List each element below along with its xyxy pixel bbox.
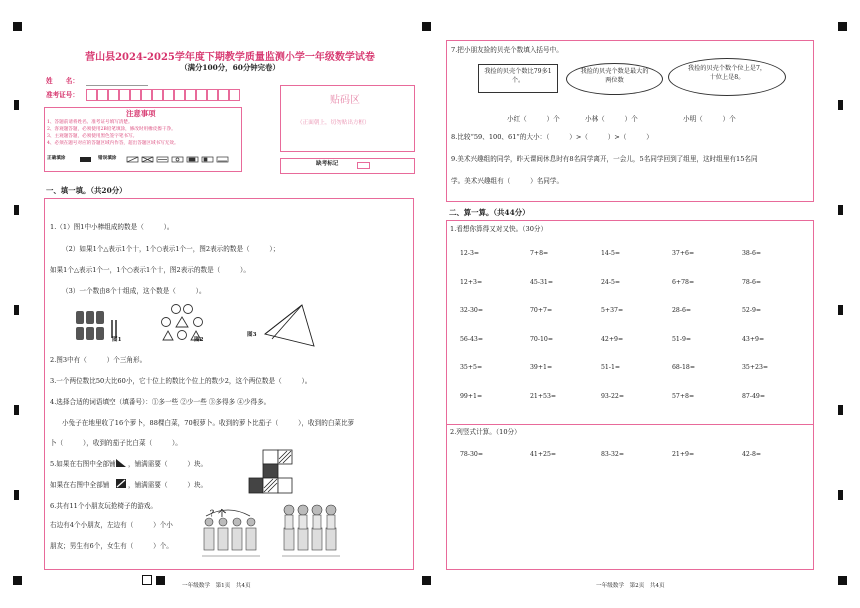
calc-item: 51-1= bbox=[601, 364, 621, 371]
id-label: 准考证号： bbox=[46, 91, 79, 99]
timing-mark bbox=[838, 100, 843, 110]
calc-item: 57+8= bbox=[672, 392, 695, 400]
q6-text: 6.共有11个小朋友玩抢椅子的游戏。 bbox=[50, 502, 157, 510]
calc-item: 12+3= bbox=[460, 278, 483, 286]
q1-part1: 1.（1）图1中小棒组成的数是（ ）。 bbox=[50, 223, 174, 231]
chair-game-illustration bbox=[198, 500, 348, 562]
footer-left: 一年级数学 第1页 共4页 bbox=[182, 583, 251, 589]
calc-item: 93-22= bbox=[601, 392, 625, 400]
calc-part1-title: 1.看想你算得又对又快。（30分） bbox=[450, 225, 548, 233]
calc-item: 70+7= bbox=[530, 307, 553, 314]
calc-item: 7+8= bbox=[530, 250, 549, 257]
calc-item: 52-9= bbox=[742, 307, 762, 314]
figure2-label: 图2 bbox=[194, 337, 204, 343]
bubble-xiaohong: 我捡的贝壳个数比79多1个。 bbox=[478, 64, 558, 93]
calc-item: 99+1= bbox=[460, 392, 483, 400]
notice-item: 2、客观题答题，必须使用2B铅笔填涂，修改时用橡皮擦干净。 bbox=[47, 127, 176, 132]
calc-item: 14-5= bbox=[601, 250, 621, 257]
q6-unknown-mark: ？个 bbox=[210, 508, 226, 518]
calc-item: 21+53= bbox=[530, 392, 557, 400]
section1-header: 一、填一填。（共20分） bbox=[46, 186, 127, 195]
figure3-triangles bbox=[262, 302, 318, 348]
bubble-xiaoming: 我捡的贝壳个数个位上是7，十位上是8。 bbox=[668, 58, 786, 96]
calc-item: 28-6= bbox=[672, 307, 692, 314]
registration-mark bbox=[13, 576, 22, 585]
vertical-calc-item: 78-30= bbox=[460, 451, 484, 458]
calc-item: 56-43= bbox=[460, 335, 484, 343]
sticker-hint: （正面朝上，切勿贴出方框） bbox=[297, 120, 370, 126]
bubble-xiaolin: 我捡的贝壳个数是最大的两位数 bbox=[566, 63, 663, 95]
timing-mark bbox=[14, 100, 19, 110]
wrong-fill-label: 错误填涂 bbox=[98, 156, 117, 161]
registration-mark bbox=[156, 576, 165, 585]
absent-box bbox=[280, 158, 415, 174]
registration-mark bbox=[422, 22, 431, 31]
calc-item: 42+9= bbox=[601, 335, 624, 343]
timing-mark bbox=[14, 305, 19, 315]
correct-fill-sample bbox=[80, 157, 91, 162]
q8-text: 8.比较“59、100、61”的大小：（ ）>（ ）>（ ） bbox=[451, 133, 653, 141]
timing-mark bbox=[838, 405, 843, 415]
registration-mark bbox=[838, 576, 847, 585]
exam-subtitle: （满分100分，60分钟完卷） bbox=[180, 63, 280, 72]
calc-item: 35+23= bbox=[742, 364, 769, 371]
answer-xiaoming: 小明（ ）个 bbox=[683, 115, 736, 123]
q5-part2: 如果在右图中全部铺 bbox=[50, 481, 110, 489]
section2-header: 二、算一算。（共44分） bbox=[449, 208, 530, 217]
correct-fill-label: 正确填涂 bbox=[47, 156, 66, 161]
tiling-figure bbox=[247, 448, 295, 496]
calc-item: 68-18= bbox=[672, 364, 696, 371]
calc-item: 6+78= bbox=[672, 278, 695, 286]
q1-part2-alt: 如果1个△表示1个一，1个○表示1个十，图2表示的数是（ ）。 bbox=[50, 266, 250, 274]
tile-square-icon bbox=[115, 478, 127, 489]
q4-text: 4.选择合适的词语填空（填番号）：①多一些 ②少一些 ③多得多 ④少得多。 bbox=[50, 398, 271, 406]
calc-item: 51-9= bbox=[672, 335, 692, 343]
calc-part2-title: 2.列竖式计算。（10分） bbox=[450, 428, 521, 436]
exam-title: 营山县2024-2025学年度下期教学质量监测小学一年级数学试卷 bbox=[85, 52, 375, 63]
calc-item: 70-10= bbox=[530, 335, 554, 343]
q7-text: 7.把小朋友捡的贝壳个数填入括号中。 bbox=[451, 46, 563, 54]
figure2-shapes bbox=[158, 302, 210, 342]
timing-mark bbox=[838, 490, 843, 500]
calc-item: 5+37= bbox=[601, 307, 624, 314]
q1-part3: （3）一个数由8个十组成，这个数是（ ）。 bbox=[62, 287, 206, 295]
footer-right: 一年级数学 第2页 共4页 bbox=[596, 583, 665, 589]
calc-item: 37+6= bbox=[672, 250, 695, 257]
q4-story-cont: 卜（ ），收到的茄子比白菜（ ）。 bbox=[50, 439, 182, 447]
calc-item: 24-5= bbox=[601, 278, 621, 286]
registration-mark bbox=[13, 22, 22, 31]
registration-mark bbox=[142, 575, 152, 585]
section2-divider bbox=[446, 424, 813, 425]
vertical-calc-item: 21+9= bbox=[672, 451, 695, 458]
q2-text: 2.图3中有（ ）个三角形。 bbox=[50, 356, 147, 364]
q5-part1: 5.如果在右图中全部铺 bbox=[50, 460, 116, 468]
timing-mark bbox=[14, 405, 19, 415]
calc-item: 43+9= bbox=[742, 335, 765, 343]
absent-label: 缺考标记 bbox=[316, 161, 339, 167]
absent-checkbox[interactable] bbox=[357, 162, 370, 169]
timing-mark bbox=[838, 305, 843, 315]
calc-item: 45-31= bbox=[530, 278, 554, 286]
timing-mark bbox=[14, 205, 19, 215]
vertical-calc-item: 42-8= bbox=[742, 451, 762, 458]
q1-part2: （2）如果1个△表示1个十，1个○表示1个一，图2表示的数是（ ）； bbox=[62, 245, 280, 253]
figure1-label: 图1 bbox=[112, 337, 122, 343]
timing-mark bbox=[14, 490, 19, 500]
figure3-label: 图3 bbox=[247, 332, 257, 338]
answer-xiaolin: 小林（ ）个 bbox=[585, 115, 638, 123]
sticker-title: 贴码区 bbox=[330, 95, 360, 106]
q4-story: 小兔子在地里收了16个萝卜，88棵白菜，70根萝卜。收到的萝卜比茄子（ ），收到的白菜比萝 bbox=[62, 419, 355, 427]
calc-item: 87-49= bbox=[742, 392, 766, 400]
calc-item: 38-6= bbox=[742, 250, 762, 257]
tile-triangle-icon bbox=[115, 458, 127, 468]
wrong-fill-samples bbox=[125, 155, 237, 164]
answer-xiaohong: 小红（ ）个 bbox=[507, 115, 560, 123]
q9-text-cont: 学。美术兴趣组有（ ）名同学。 bbox=[451, 177, 564, 185]
notice-item: 1、答题前请将姓名、准考证号填写清楚。 bbox=[47, 120, 133, 125]
notice-title: 注意事项 bbox=[126, 109, 156, 118]
notice-item: 3、主观题答题，必须使用黑色签字笔书写。 bbox=[47, 134, 138, 139]
calc-item: 78-6= bbox=[742, 278, 762, 286]
calc-item: 32-30= bbox=[460, 307, 484, 314]
calc-item: 12-3= bbox=[460, 250, 480, 257]
q9-text: 9.美术兴趣组的同学，昨天课间休息时有8名同学离开，一会儿，5名同学回到了组里，这时组里有15名同 bbox=[451, 155, 758, 163]
q3-text: 3.一个两位数比50大比60小，它十位上的数比个位上的数少2，这个两位数是（ ）。 bbox=[50, 377, 312, 385]
registration-mark bbox=[838, 22, 847, 31]
vertical-calc-item: 83-32= bbox=[601, 451, 625, 458]
vertical-calc-item: 41+25= bbox=[530, 451, 557, 458]
q5-part2-end: ，铺满需要（ ）块。 bbox=[128, 481, 208, 489]
name-input[interactable] bbox=[86, 85, 148, 86]
notice-item: 4、必须在题号对应的答题区域内作答，超出答题区域书写无效。 bbox=[47, 141, 179, 146]
calc-item: 39+1= bbox=[530, 364, 553, 371]
q6-left: 右边有4个小朋友，左边有（ ）个小 bbox=[50, 521, 173, 529]
timing-mark bbox=[838, 205, 843, 215]
q5-part1-end: ，铺满需要（ ）块。 bbox=[128, 460, 208, 468]
registration-mark bbox=[422, 576, 431, 585]
calc-item: 35+5= bbox=[460, 364, 483, 371]
name-label: 姓 名： bbox=[46, 77, 79, 85]
q6-gender: 朋友；男生有6个，女生有（ ）个。 bbox=[50, 542, 173, 550]
